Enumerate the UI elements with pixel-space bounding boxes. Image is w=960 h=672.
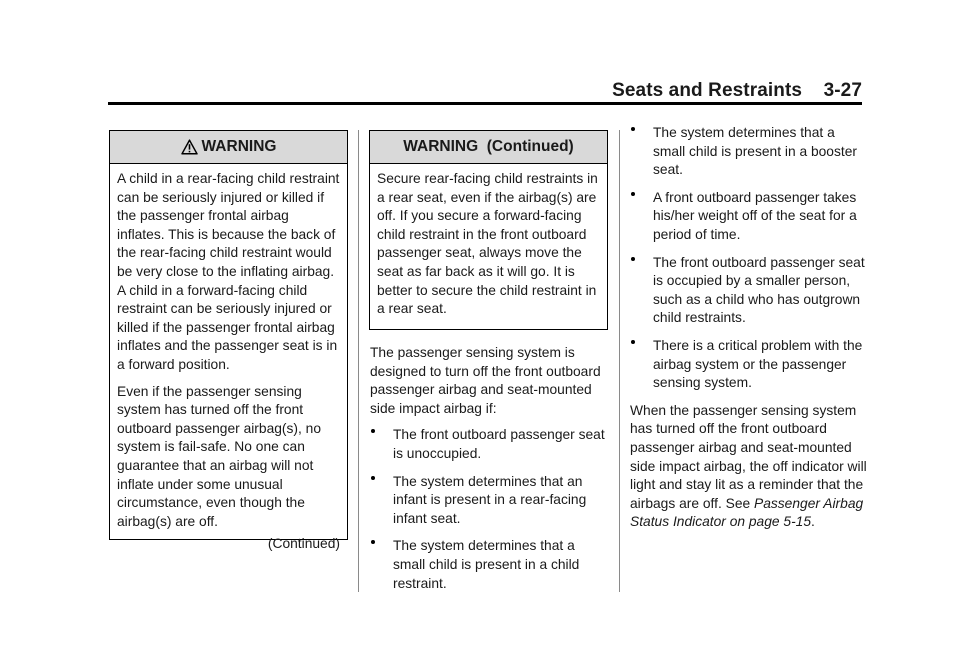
middle-column [370, 344, 610, 602]
continued-label: (Continued) [267, 536, 340, 552]
bullet-icon [631, 192, 635, 196]
right-column [630, 124, 868, 540]
closing-paragraph: When the passenger sensing system has turned off the front outboard passenger airbag and seat-mounted side impact airbag, the off indicator will light and stay lit as a reminder that the airbags are off. See Passenger Airbag Status Indicator on page 5-15. [630, 402, 867, 530]
bullet-icon [371, 429, 375, 433]
list-item: The front outboard passenger seat is occupied by a smaller person, such as a child who has outgrown child restraints. [630, 254, 868, 328]
list-item: The system determines that an infant is present in a rear-facing infant seat. [370, 473, 610, 529]
column-divider [619, 130, 620, 592]
bullet-icon [631, 257, 635, 261]
cross-reference-link[interactable]: Passenger Airbag Status Indicator on page 5-15 [630, 495, 864, 530]
list-item: The front outboard passenger seat is unoccupied. [370, 426, 610, 463]
warning-continued-text: Secure rear-facing child restraints in a rear seat, even if the airbag(s) are off. If you secure a forward-facing child restraint in the front outboard passenger seat, always move the seat as far back as it will go. It is better to secure the child restraint in a rear seat. [377, 171, 598, 317]
bullet-icon [631, 127, 635, 131]
warning-paragraph: A child in a rear-facing child restraint can be seriously injured or killed if the passenger frontal airbag inflates. This is because the back of the rear-facing child restraint would be very close to the inflating airbag. A child in a forward-facing child restraint can be seriously injured or killed if the passenger frontal airbag inflates and the passenger seat is in a forward position. [117, 171, 340, 372]
header-rule [108, 102, 862, 105]
warning-header [110, 131, 347, 164]
warning-continued-box [369, 130, 608, 330]
bullet-icon [371, 476, 375, 480]
column-divider [358, 130, 359, 592]
warning-continued-title: WARNING (Continued) [403, 138, 574, 155]
bullet-icon [371, 540, 375, 544]
intro-paragraph: The passenger sensing system is designed to turn off the front outboard passenger airbag and seat-mounted side impact airbag if: [370, 345, 601, 416]
page-header-title: Seats and Restraints 3-27 [612, 80, 862, 101]
condition-list-continued [630, 124, 868, 393]
warning-continued-header [370, 131, 607, 164]
condition-list [370, 426, 610, 593]
warning-title: WARNING [201, 138, 277, 155]
warning-triangle-icon [181, 139, 198, 155]
list-item: There is a critical problem with the airbag system or the passenger sensing system. [630, 337, 868, 393]
warning-box [109, 130, 348, 552]
list-item: The system determines that a small child is present in a child restraint. [370, 537, 610, 593]
bullet-icon [631, 340, 635, 344]
warning-paragraph: Even if the passenger sensing system has turned off the front outboard passenger airbag(s), no system is fail-safe. No one can guarantee that an airbag will not inflate under some unusual circumstance, even though the airbag(s) are off. [117, 383, 322, 529]
list-item: The system determines that a small child is present in a booster seat. [630, 124, 868, 180]
list-item: A front outboard passenger takes his/her weight off of the seat for a period of time. [630, 189, 868, 245]
